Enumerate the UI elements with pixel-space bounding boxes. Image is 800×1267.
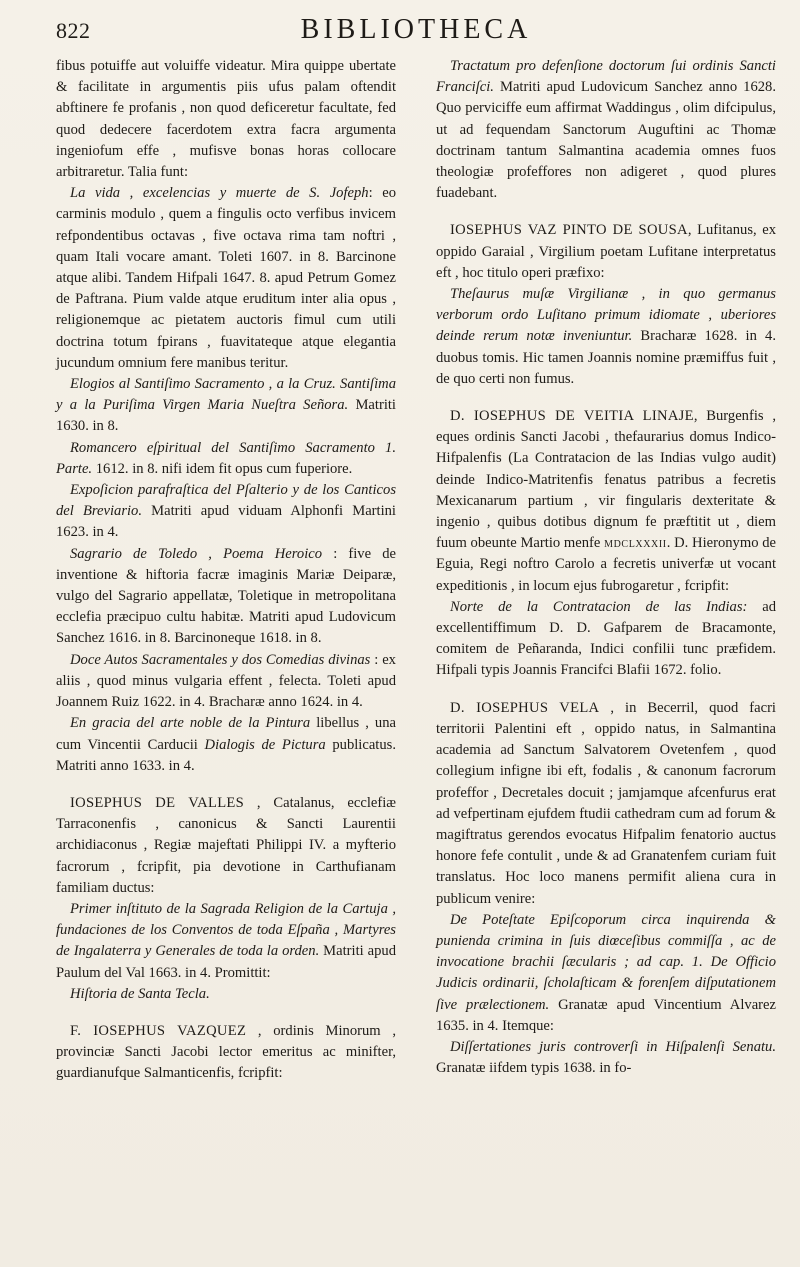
work-description: Matriti apud Ludovicum Sanchez anno 1628. Quo perviciffe eum affirmat Waddingus , olim difcipulus, ut ad fequendam Sanctorum Auguftini ac Thomæ doctrinam tantum Salmantina academia omnes fuos theologiæ profeffores non adigeret , quod plures fuadebant. <box>436 79 776 202</box>
entry-romancero <box>56 438 396 480</box>
text-columns <box>56 56 776 1256</box>
entry-tractatum <box>436 56 776 204</box>
entry-historia-santa-tecla <box>56 984 396 1005</box>
work-description: Bracharæ 1628. in 4. duobus tomis. Hic tamen Joannis nomine præmiffus fuit , de quo certi non fumus. <box>436 328 776 387</box>
page-header <box>56 14 776 54</box>
author-bio: , Catalanus, ecclefiæ Tarraconenfis , canonicus & Sancti Laurentii archidiaconus , Regiæ majeftati Philippi IV. a myfterio facrorum , fcripfit, pia devotione in Carthufianam familiam ductus: <box>56 794 396 896</box>
work-description: : ex aliis , quod minus vulgaria effent , felecta. Toleti apud Joannem Ruiz 1622. in 4. Bracharæ anno 1624. in 4. <box>56 651 396 711</box>
work-title: Sagrario de Toledo , Poema Heroico <box>70 545 323 562</box>
work-description: Matriti 1630. in 8. <box>56 397 396 435</box>
author-name: D. IOSEPHUS DE VEITIA LINAJE <box>450 408 694 425</box>
work-title: Hiſtoria de Santa Tecla. <box>70 985 210 1002</box>
work-title: Elogios al Santiſimo Sacramento , a la Cruz. Santiſima y a la Puriſima Virgen Maria Nueſtra Señora. <box>56 376 396 414</box>
work-description: Granatæ iifdem typis 1638. in fo- <box>436 1060 632 1077</box>
work-description: : five de inventione & hiftoria facræ imaginis Mariæ Deiparæ, vulgo del Sagrario appellatæ, Toletique in metropolitana ecclefia præcipuo cultu habitæ. Matriti apud Ludovicum Sanchez 1616. in 8. Barcinoneque 1618. in 8. <box>56 545 396 647</box>
work-title: Dialogis de Pictura <box>204 736 326 753</box>
left-paragraph-1: fibus potuiffe aut voluiffe videatur. Mira quippe ubertate & facilitate in argumentis piis ufus palam oftendit abftinere fe profanis , non quod deficeretur facultate, fed quod dedecere facerdotem extra facra argumenta ingeniofum effe , mufisve bonas horas collocare arbitraretur. Talia funt: <box>56 58 396 181</box>
author-name: IOSEPHUS DE VALLES <box>70 794 245 811</box>
entry-vida-san-joseph <box>56 183 396 374</box>
work-description: Matriti apud Paulum del Val 1663. in 4. Promittit: <box>56 943 396 981</box>
author-entry-vaz-pinto <box>436 220 776 284</box>
work-title: Doce Autos Sacramentales y dos Comedias divinas <box>70 651 371 668</box>
work-title: Romancero eſpiritual del Santiſimo Sacramento 1. Parte. <box>56 439 396 477</box>
author-name: IOSEPHUS VAZ PINTO DE SOUSA <box>450 222 688 239</box>
entry-doce-autos <box>56 650 396 714</box>
entry-thesaurus <box>436 284 776 390</box>
author-entry-vela <box>436 698 776 910</box>
work-description: Matriti apud viduam Alphonfi Martini 1623. in 4. <box>56 503 396 541</box>
entry-norte-contratacion <box>436 597 776 682</box>
work-title: Norte de la Contratacion de las Indias: <box>450 598 748 615</box>
work-title: La vida , excelencias y muerte de S. Jofeph <box>70 185 369 202</box>
author-name: D. IOSEPHUS VELA <box>450 699 600 716</box>
work-description: libellus , una cum Vincentii Carducii <box>56 715 396 753</box>
page-number: 822 <box>56 18 91 43</box>
work-description: publicatus. Matriti anno 1633. in 4. <box>56 736 396 774</box>
work-description: Granatæ apud Vincentium Alvarez 1635. in 4. Itemque: <box>436 996 776 1034</box>
work-title: Primer inſtituto de la Sagrada Religion de la Cartuja , fundaciones de los Conventos de toda Eſpaña , Martyres de Ingalaterra y Generales de toda la orden. <box>56 900 396 960</box>
author-bio: , Burgenfis , eques ordinis Sancti Jacobi , thefaurarius domus Indico-Hifpalenfis (La Contratacion de las Indias vulgo audit) deinde Indico-Matritenfis fenatus patribus a fecretis Mexicanarum partium , vir fingularis dexteritate & ingenio , quibus dotibus dignum fe præftitit ut , diem fuum obeunte Martio menfe <box>436 408 776 552</box>
entry-sagrario <box>56 544 396 650</box>
running-head: BIBLIOTHECA <box>300 14 532 45</box>
work-description: ad excellentiffimum D. D. Gafparem de Bracamonte, comitem de Peñaranda, Indici confilii tunc præfidem. Hifpali typis Joannis Francifci Blafii 1672. folio. <box>436 598 776 679</box>
work-description: : eo carminis modulo , quem a fingulis octo verfibus invicem refpondentibus octavas , five octava rima tam noftri , quam Itali vocare amant. Toleti 1607. in 8. Barcinone atque alibi. Tandem Hifpali 1647. 8. apud Petrum Gomez de Paftrana. Pium valde atque eruditum inter alia opus , religionemque ac pietatem auctoris fimul cum utili doctrina totum fpirans , fuavitateque atque elegantia jucundum omnium fere manibus teritur. <box>56 185 396 371</box>
left-column <box>56 56 396 1085</box>
author-bio: , in Becerril, quod facri territorii Palentini eft , oppido natus, in Salmantina academia ad Sanctum Salvatorem Ovetenfem , quod collegium infigne ibi eft, fodalis , & canonum facrorum profeffor , Decretales docuit ; jamjamque afcenfurus erat ad vefpertinam ejufdem ftudii cathedram cum ad forum & magiftratus gerendos evocatus Hifpalim fenatorio auctus honore fefe contulit , unde & ad Granatenfem curiam fuit translatus. Hoc loco manens permifit aliena cura in publicum venire: <box>436 699 776 907</box>
author-bio-cont: . D. Hieronymo de Eguia, Regi noftro Carolo a fecretis univerfæ ut vocant expeditionis , in locum ejus fubrogaretur , fcripfit: <box>436 535 777 594</box>
author-entry-vazquez <box>56 1021 396 1085</box>
work-title: Diſſertationes juris controverſi in Hiſpalenſi Senatu. <box>450 1038 776 1055</box>
work-title: De Poteſtate Epiſcoporum circa inquirenda & punienda crimina in ſuis diœceſibus commiſſa , ac de invocatione brachii ſæcularis ; ad cap. 1. De Officio Judicis ordinarii, ſcholaſticam & forenſem diſputationem ſive prælectionem. <box>436 911 776 1013</box>
work-title: Theſaurus muſæ Virgilianæ , in quo germanus verborum ordo Luſitano primum idiomate , uberiores deinde rerum notæ inveniuntur. <box>436 286 776 345</box>
work-title: Tractatum pro defenſione doctorum ſui ordinis Sancti Franciſci. <box>436 58 776 96</box>
work-title: Expoſicion parafraſtica del Pſalterio y de los Canticos del Breviario. <box>56 482 396 520</box>
author-entry-valles <box>56 793 396 899</box>
work-title: En gracia del arte noble de la Pintura <box>70 715 311 732</box>
author-name: F. IOSEPHUS VAZQUEZ <box>70 1022 247 1039</box>
entry-primer-instituto <box>56 899 396 984</box>
roman-year: mdclxxxii <box>604 535 667 552</box>
author-bio: , ordinis Minorum , provinciæ Sancti Jacobi lector emeritus ac minifter, guardianufque Salmanticenfis, fcripfit: <box>56 1022 396 1082</box>
right-column <box>436 56 776 1079</box>
author-bio: , Lufitanus, ex oppido Garaial , Virgilium poetam Lufitane interpretatus eft , hoc titulo operi præfixo: <box>436 222 776 281</box>
entry-dissertationes <box>436 1037 776 1079</box>
entry-pintura <box>56 713 396 777</box>
entry-elogios <box>56 374 396 438</box>
work-description: 1612. in 8. nifi idem fit opus cum fuperiore. <box>92 460 353 477</box>
entry-de-potestate <box>436 910 776 1037</box>
entry-exposicion <box>56 480 396 544</box>
author-entry-veitia <box>436 406 776 597</box>
